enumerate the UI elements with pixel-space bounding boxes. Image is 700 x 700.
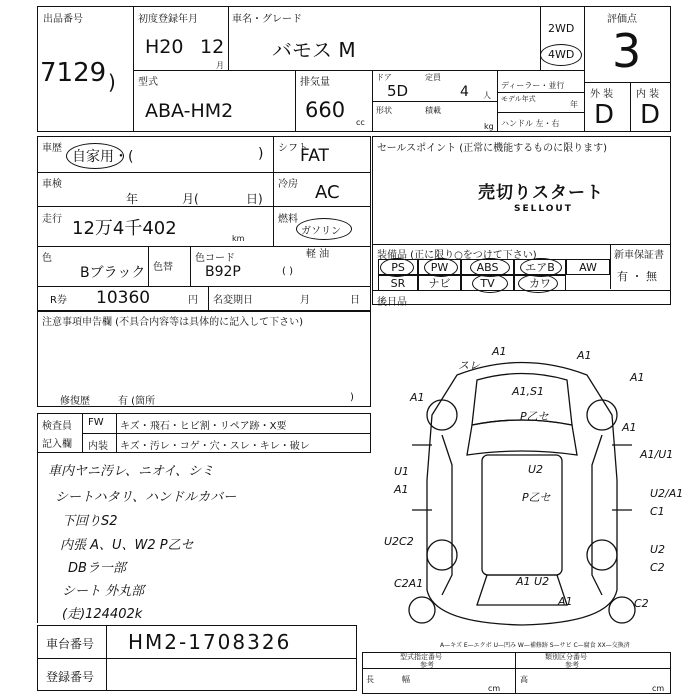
remark-line-6: シート 外丸部 — [62, 584, 145, 599]
inspection-day: 日) — [246, 192, 263, 206]
first-reg-month-unit: 月 — [216, 61, 224, 70]
lot-label: 出品番号 — [43, 14, 83, 25]
equip-sr: SR — [378, 275, 418, 291]
first-reg-year: H20 — [145, 36, 184, 58]
color-code-value: B92P — [205, 264, 241, 280]
color-label: 色 — [42, 253, 52, 264]
car-windshield — [467, 420, 577, 455]
equip-ps-circle — [380, 258, 414, 277]
load-unit: kg — [484, 122, 494, 131]
history-label: 車歴 — [42, 143, 62, 154]
model-year-unit: 年 — [570, 100, 578, 109]
mark-4: A1 — [410, 391, 425, 404]
car-side-left — [442, 435, 452, 595]
shift-value: FAT — [300, 146, 329, 166]
rating-label: 評価点 — [607, 14, 637, 25]
mileage-value: 12万4千402 — [72, 218, 177, 239]
remark-line-3: 下回りS2 — [62, 514, 118, 529]
mark-16: U2C2 — [384, 535, 414, 548]
rating-int-label: 内 装 — [636, 89, 660, 100]
inspection-label: 車検 — [42, 179, 62, 190]
mileage-label: 走行 — [42, 214, 62, 225]
inspector-fw-items: キズ・飛石・ヒビ割・リペア跡・X要 — [120, 421, 287, 432]
capacity-value: 4 — [460, 84, 469, 100]
equip-kawa: カワ — [514, 275, 566, 291]
fuel-label: 燃料 — [278, 214, 298, 225]
mark-11: A1 — [394, 483, 409, 496]
mark-9: A1/U1 — [640, 448, 674, 461]
fuel-gasoline: ガソリン — [301, 226, 341, 237]
mark-12: U2 — [528, 463, 544, 476]
car-name-value: バモス M — [272, 38, 356, 62]
damage-legend: A—キズ E—エクボ U—凹み W—補修跡 S—サビ C—腐食 XX—交換済 — [440, 642, 630, 649]
chassis-value: HM2-1708326 — [128, 630, 292, 654]
sellout-stamp — [474, 176, 636, 220]
displacement-value: 660 — [305, 98, 346, 122]
name-change-month: 月 — [300, 295, 310, 306]
mark-19: C2A1 — [394, 577, 424, 590]
mark-20: A1 U2 — [516, 575, 550, 588]
warranty-value: 有 ・ 無 — [617, 270, 657, 283]
equip-ps: PS — [378, 259, 418, 275]
remark-line-1: 車内ヤニ汚レ、ニオイ、シミ — [48, 464, 215, 479]
repair-value: 有 (箇所 — [118, 396, 156, 407]
doors-value: 5D — [387, 82, 409, 100]
sellout-stamp-main: 売切りスタート — [478, 183, 604, 203]
mileage-unit: km — [232, 234, 245, 243]
equip-navi: ナビ — [418, 275, 461, 291]
model-value: ABA-HM2 — [145, 100, 234, 122]
notes-label: 注意事項申告欄 (不具合内容等は具体的に記入して下さい) — [42, 317, 303, 328]
color-value: Bブラック — [80, 265, 146, 281]
displacement-label: 排気量 — [300, 77, 330, 88]
equip-pw: PW — [418, 259, 461, 275]
mark-22: A1 — [558, 595, 573, 608]
model-year-label: モデル年式 — [501, 95, 536, 103]
mark-7: A1 — [630, 371, 645, 384]
mark-10: U1 — [394, 465, 410, 478]
mark-8: A1 — [622, 421, 637, 434]
shift-label: シフト — [278, 143, 308, 154]
capacity-unit: 人 — [483, 91, 491, 100]
fuel-paren: ( ) — [282, 266, 293, 277]
ac-label: 冷房 — [278, 179, 298, 190]
spec-number-label: 型式指定番号 — [400, 653, 442, 661]
recycle-unit: 円 — [188, 295, 198, 306]
history-close: ) — [258, 146, 264, 162]
equip-tv: TV — [461, 275, 514, 291]
wheel-spare-right — [609, 597, 635, 623]
inspection-year: 年 — [126, 192, 139, 206]
equip-abs: ABS — [461, 259, 514, 275]
inspection-month: 月( — [182, 192, 199, 206]
displacement-unit: cc — [356, 118, 365, 127]
recycle-label: R券 — [50, 295, 67, 306]
dim-length: 長 — [366, 675, 374, 684]
lot-number: 7129 — [40, 58, 107, 88]
color-change-label: 色替 — [153, 262, 173, 273]
equip-pw-circle — [424, 258, 458, 277]
fuel-diesel: 軽 油 — [306, 249, 330, 260]
remark-line-2: シートハタリ、ハンドルカバー — [55, 490, 237, 505]
class-number-label: 類別区分番号 — [545, 653, 587, 661]
equipment-label: 装備品 (正に限り○をつけて下さい) — [377, 250, 537, 261]
recycle-value: 10360 — [96, 288, 151, 308]
inspector-int: 内装 — [88, 441, 108, 452]
dim-height: 高 — [520, 675, 528, 684]
wheel-spare-left — [409, 597, 435, 623]
mark-1: スレ — [458, 359, 480, 372]
mark-14: U2/A1 — [650, 487, 684, 500]
history-value: 自家用・( — [72, 149, 134, 165]
warranty-label: 新車保証書 — [614, 250, 664, 261]
mark-5: A1,S1 — [512, 385, 545, 398]
registration-label: 登録番号 — [46, 670, 95, 684]
model-label: 型式 — [138, 77, 158, 88]
dim-width: 幅 — [402, 675, 410, 684]
load-label: 積載 — [425, 106, 441, 115]
doors-label: ドア — [376, 73, 392, 82]
rating-int-value: D — [640, 100, 661, 130]
equip-aw: AW — [566, 259, 610, 275]
mark-17: U2 — [650, 543, 666, 556]
spec-ref: 参考 — [420, 661, 434, 669]
mark-18: C2 — [650, 561, 665, 574]
remark-line-4: 内張 A、U、W2 P乙セ — [60, 538, 194, 553]
sales-point-label: セールスポイント (正常に機能するものに限ります) — [377, 143, 608, 154]
inspector-int-items: キズ・汚レ・コゲ・穴・スレ・キレ・破レ — [120, 441, 310, 452]
inspector-fw: FW — [88, 417, 104, 428]
mark-6: P乙セ — [520, 410, 549, 423]
lot-bracket: ) — [108, 70, 116, 94]
car-roof — [482, 455, 562, 575]
dim-length-cm: cm — [488, 684, 501, 693]
mark-3: A1 — [577, 349, 592, 362]
rating-value: 3 — [612, 24, 642, 78]
inspector-label-bottom: 記入欄 — [42, 439, 72, 450]
mark-2: A1 — [492, 345, 507, 358]
first-reg-month: 12 — [200, 36, 225, 58]
rating-ext-label: 外 装 — [590, 89, 614, 100]
handle-label: ハンドル 左・右 — [501, 119, 560, 128]
name-change-label: 名変期日 — [213, 295, 253, 306]
first-reg-label: 初度登録年月 — [138, 14, 198, 25]
color-code-label: 色コード — [195, 253, 235, 264]
shape-label: 形状 — [376, 106, 392, 115]
capacity-label: 定員 — [425, 73, 441, 82]
car-diagram — [372, 305, 684, 635]
mark-13: P乙セ — [522, 491, 551, 504]
remark-line-5: DBラ一部 — [68, 561, 126, 576]
repair-label: 修復歴 — [60, 396, 90, 407]
car-name-label: 車名・グレード — [232, 14, 302, 25]
rear-seat-label: 後日品 — [377, 297, 407, 308]
remark-line-7: (走)124402k — [62, 607, 143, 622]
repair-close: ) — [350, 392, 354, 403]
dealer-label: ディーラー・並行 — [501, 81, 565, 90]
mark-21: C2 — [634, 597, 649, 610]
sellout-stamp-sub: SELLOUT — [514, 204, 573, 214]
name-change-day: 日 — [350, 295, 360, 306]
drive-2wd: 2WD — [548, 22, 575, 35]
drive-4wd: 4WD — [548, 48, 575, 61]
chassis-label: 車台番号 — [46, 637, 95, 651]
dim-height-cm: cm — [652, 684, 665, 693]
ac-value: AC — [315, 182, 340, 203]
mark-15: C1 — [650, 505, 665, 518]
class-ref: 参考 — [565, 661, 579, 669]
rating-ext-value: D — [594, 100, 615, 130]
equip-airbag: エアB — [514, 259, 566, 275]
car-side-right — [592, 435, 602, 595]
inspector-label-top: 検査員 — [42, 421, 72, 432]
